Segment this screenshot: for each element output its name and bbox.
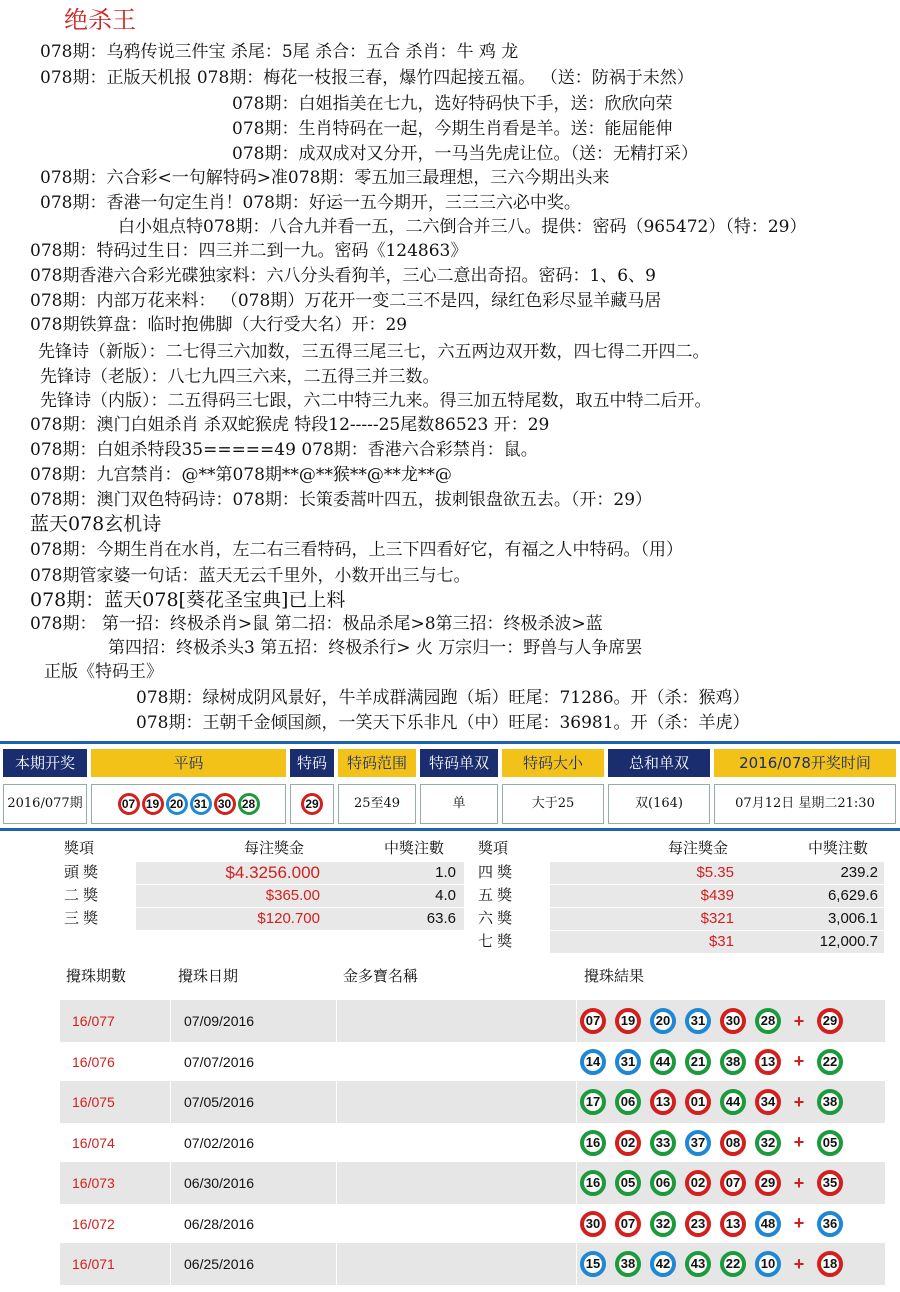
prize-amount: $31 — [708, 933, 734, 950]
prize-count: 1.0 — [435, 864, 456, 881]
draws-header-result: 攪珠結果 — [584, 967, 645, 985]
draw-id: 16/074 — [72, 1134, 115, 1151]
draw-id: 16/077 — [72, 1013, 115, 1029]
number-ball: 02 — [615, 1130, 641, 1156]
number-ball: 48 — [755, 1211, 781, 1237]
header-sum-odd-even: 总和单双 — [608, 749, 710, 777]
text-line: 078期铁算盘：临时抱佛脚（大行受大名）开：29 — [30, 315, 408, 335]
range-value: 25至49 — [338, 784, 416, 824]
text-line: 078期：正版天机报 078期：梅花一枝报三春，爆竹四起接五福。 （送：防祸于未然） — [40, 68, 694, 88]
prize-row — [478, 862, 884, 884]
number-ball: 17 — [580, 1089, 606, 1115]
text-line: 先锋诗（内版）：二五得码三七跟，六二中特三九来。得三加五特尾数，取五中特二后开。 — [40, 391, 712, 411]
draw-date: 06/28/2016 — [184, 1215, 255, 1232]
plus-icon: + — [793, 1172, 805, 1193]
column-divider — [576, 1041, 577, 1083]
number-ball: 01 — [685, 1089, 711, 1115]
draw-row — [60, 1081, 885, 1123]
draw-date: 07/09/2016 — [184, 1013, 255, 1029]
text-line: 078期：九宫禁肖：@**第078期**@**猴**@**龙**@ — [30, 465, 452, 485]
prize-header-amount: 每注獎金 — [244, 840, 305, 857]
number-ball: 10 — [755, 1251, 781, 1277]
number-ball: 22 — [720, 1251, 746, 1277]
plus-icon: + — [793, 1253, 805, 1274]
number-ball: 44 — [650, 1049, 676, 1075]
prize-header-row — [478, 838, 884, 860]
special-number-ball: 35 — [817, 1170, 843, 1196]
text-line: 正版《特码王》 — [44, 662, 163, 682]
sum-odd-even-value: 双(164) — [608, 784, 710, 824]
prize-name: 七 獎 — [478, 933, 513, 950]
column-divider — [576, 1081, 577, 1123]
draws-header-id: 攪珠期數 — [66, 967, 127, 985]
header-normal-numbers: 平码 — [91, 749, 286, 777]
prize-row — [478, 908, 884, 930]
text-line: 蓝天078玄机诗 — [30, 513, 162, 535]
text-line: 078期：澳门双色特码诗：078期：长策委蒿叶四五，拔刺银盘欲五去。（开：29） — [30, 490, 653, 510]
prize-amount: $120.700 — [257, 910, 320, 927]
prize-name: 四 獎 — [478, 864, 513, 881]
prize-count: 12,000.7 — [819, 933, 878, 950]
number-ball: 38 — [615, 1251, 641, 1277]
column-divider — [336, 1081, 337, 1123]
draw-time-value: 07月12日 星期二21:30 — [714, 784, 896, 824]
odd-even-value: 单 — [420, 784, 498, 824]
number-ball: 15 — [580, 1251, 606, 1277]
draw-result-balls — [580, 1041, 843, 1083]
draw-id: 16/071 — [72, 1256, 115, 1272]
number-ball: 13 — [755, 1049, 781, 1075]
page-title: 绝杀王 — [64, 6, 136, 34]
number-ball: 21 — [685, 1049, 711, 1075]
number-ball: 13 — [720, 1211, 746, 1237]
draw-date: 07/02/2016 — [184, 1134, 255, 1151]
column-divider — [576, 1243, 577, 1285]
draw-row — [60, 1122, 885, 1164]
column-divider — [170, 1122, 171, 1164]
draw-date: 07/07/2016 — [184, 1053, 255, 1070]
column-divider — [170, 1243, 171, 1285]
plus-icon: + — [793, 1091, 805, 1112]
draw-date: 07/05/2016 — [184, 1094, 255, 1110]
text-line: 078期：白姐指美在七九，选好特码快下手，送：欣欣向荣 — [232, 94, 673, 114]
text-line: 078期：澳门白姐杀肖 杀双蛇猴虎 特段12-----25尾数86523 开：29 — [30, 415, 550, 435]
special-number-ball: 18 — [817, 1251, 843, 1277]
draw-result-balls — [580, 1000, 843, 1042]
special-number-ball: 29 — [301, 793, 323, 815]
draw-id: 16/073 — [72, 1175, 115, 1191]
number-ball: 02 — [685, 1170, 711, 1196]
prize-row — [64, 908, 464, 930]
draw-id: 16/075 — [72, 1094, 115, 1110]
number-ball: 43 — [685, 1251, 711, 1277]
number-ball: 28 — [755, 1008, 781, 1034]
prize-amount: $365.00 — [265, 887, 320, 904]
text-line: 078期：绿树成阴风景好，牛羊成群满园跑（垢）旺尾：71286。开（杀：猴鸡） — [136, 688, 750, 708]
prize-amount: $321 — [700, 910, 734, 927]
number-ball: 33 — [650, 1130, 676, 1156]
draw-row — [60, 1000, 885, 1042]
prize-header-name: 獎項 — [64, 840, 95, 857]
column-divider — [336, 1162, 337, 1204]
text-line: 078期管家婆一句话：蓝天无云千里外，小数开出三与七。 — [30, 566, 471, 586]
number-ball: 32 — [755, 1130, 781, 1156]
number-ball: 44 — [720, 1089, 746, 1115]
number-ball: 30 — [580, 1211, 606, 1237]
prize-amount: $5.35 — [696, 864, 734, 881]
number-ball: 07 — [720, 1170, 746, 1196]
prize-name: 二 獎 — [64, 887, 99, 904]
text-line: 078期：六合彩<一句解特码>准078期：零五加三最理想，三六今期出头来 — [40, 168, 610, 188]
draw-result-balls — [580, 1203, 843, 1245]
prize-header-amount: 每注獎金 — [668, 840, 729, 857]
number-ball: 05 — [615, 1170, 641, 1196]
draw-row — [60, 1243, 885, 1285]
special-number-ball: 38 — [817, 1089, 843, 1115]
number-ball: 29 — [755, 1170, 781, 1196]
plus-icon: + — [793, 1010, 805, 1031]
number-ball: 31 — [685, 1008, 711, 1034]
prize-name: 三 獎 — [64, 910, 99, 927]
column-divider — [170, 1081, 171, 1123]
result-bar — [0, 741, 900, 831]
prize-count: 4.0 — [435, 887, 456, 904]
number-ball: 19 — [615, 1008, 641, 1034]
prize-header-count: 中獎注數 — [384, 840, 445, 857]
draw-row — [60, 1203, 885, 1245]
column-divider — [576, 1162, 577, 1204]
prize-row — [478, 885, 884, 907]
number-ball: 31 — [190, 793, 212, 815]
draws-header-name: 金多寶名稱 — [343, 967, 419, 985]
header-odd-even: 特码单双 — [420, 749, 498, 777]
column-divider — [336, 1203, 337, 1245]
number-ball: 16 — [580, 1170, 606, 1196]
prize-amount: $4.3256.000 — [225, 863, 320, 882]
text-line: 078期：乌鸦传说三件宝 杀尾：5尾 杀合：五合 杀肖：牛 鸡 龙 — [40, 42, 519, 62]
number-ball: 13 — [650, 1089, 676, 1115]
big-small-value: 大于25 — [502, 784, 604, 824]
text-line: 078期：成双成对又分开，一马当先虎让位。（送：无精打采） — [232, 144, 698, 164]
plus-icon: + — [793, 1213, 805, 1233]
column-divider — [576, 1122, 577, 1164]
prize-count: 239.2 — [840, 864, 878, 881]
header-special-number: 特码 — [290, 749, 334, 777]
number-ball: 38 — [720, 1049, 746, 1075]
prize-count: 6,629.6 — [827, 887, 878, 904]
draw-date: 06/30/2016 — [184, 1175, 255, 1191]
prize-name: 五 獎 — [478, 887, 513, 904]
draw-result-balls — [580, 1243, 843, 1285]
number-ball: 23 — [685, 1211, 711, 1237]
special-number-ball: 22 — [817, 1049, 843, 1075]
text-line: 078期：内部万花来料： （078期）万花开一变二三不是四，绿红色彩尽显羊藏马居 — [30, 291, 662, 311]
prize-count: 3,006.1 — [827, 910, 878, 927]
column-divider — [170, 1203, 171, 1245]
draw-result-balls — [580, 1081, 843, 1123]
prize-header-name: 獎項 — [478, 840, 509, 857]
text-line: 078期香港六合彩光碟独家料：六八分头看狗羊，三心二意出奇招。密码：1、6、9 — [30, 266, 656, 286]
draw-id: 16/076 — [72, 1053, 115, 1070]
prize-count: 63.6 — [426, 910, 456, 927]
column-divider — [336, 1243, 337, 1285]
header-range: 特码范围 — [338, 749, 416, 777]
draw-row — [60, 1162, 885, 1204]
prize-row — [478, 931, 884, 953]
text-line: 078期：特码过生日：四三并二到一九。密码《124863》 — [30, 241, 468, 261]
number-ball: 37 — [685, 1130, 711, 1156]
draw-id: 16/072 — [72, 1215, 115, 1232]
prize-name: 六 獎 — [478, 910, 513, 927]
text-line: 078期： 第一招：终极杀肖>鼠 第二招：极品杀尾>8第三招：终极杀波>蓝 — [30, 614, 603, 634]
number-ball: 30 — [214, 793, 236, 815]
special-number-ball: 05 — [817, 1130, 843, 1156]
plus-icon: + — [793, 1132, 805, 1152]
special-number-ball: 29 — [817, 1008, 843, 1034]
draw-result-balls — [580, 1122, 843, 1164]
number-ball: 14 — [580, 1049, 606, 1075]
text-line: 先锋诗（新版）：二七得三六加数，三五得三尾三七，六五两边双开数，四七得二开四二。 — [38, 342, 710, 362]
column-divider — [336, 1122, 337, 1164]
column-divider — [170, 1000, 171, 1042]
number-ball: 20 — [166, 793, 188, 815]
prize-row — [64, 885, 464, 907]
text-line: 白小姐点特078期：八合九并看一五，二六倒合并三八。提供：密码（965472）（特：29） — [118, 217, 807, 237]
draw-row — [60, 1041, 885, 1083]
column-divider — [576, 1203, 577, 1245]
number-ball: 06 — [650, 1170, 676, 1196]
special-number-ball: 36 — [817, 1211, 843, 1237]
prize-header-row — [64, 838, 464, 860]
number-ball: 08 — [720, 1130, 746, 1156]
number-ball: 20 — [650, 1008, 676, 1034]
number-ball: 07 — [580, 1008, 606, 1034]
column-divider — [336, 1041, 337, 1083]
number-ball: 30 — [720, 1008, 746, 1034]
number-ball: 19 — [142, 793, 164, 815]
number-ball: 06 — [615, 1089, 641, 1115]
number-ball: 16 — [580, 1130, 606, 1156]
header-draw-time: 2016/078开奖时间 — [714, 749, 896, 777]
number-ball: 07 — [118, 793, 140, 815]
plus-icon: + — [793, 1051, 805, 1071]
period-value: 2016/077期 — [3, 784, 87, 824]
special-ball-cell — [290, 784, 334, 824]
prize-row — [64, 862, 464, 884]
prize-header-count: 中獎注數 — [808, 840, 869, 857]
column-divider — [170, 1041, 171, 1083]
text-line: 078期：香港一句定生肖！078期：好运一五今期开，三三三六必中奖。 — [40, 193, 581, 213]
draw-result-balls — [580, 1162, 843, 1204]
prize-name: 頭 獎 — [64, 864, 99, 881]
column-divider — [576, 1000, 577, 1042]
prize-amount: $439 — [700, 887, 734, 904]
number-ball: 42 — [650, 1251, 676, 1277]
text-line: 078期：生肖特码在一起，今期生肖看是羊。送：能屈能伸 — [232, 119, 673, 139]
text-line: 078期：今期生肖在水肖，左二右三看特码，上三下四看好它，有福之人中特码。（用） — [30, 540, 683, 560]
text-line: 078期：白姐杀特段35=====49 078期：香港六合彩禁肖：鼠。 — [30, 440, 538, 460]
text-line: 078期：蓝天078[葵花圣宝典]已上料 — [30, 589, 346, 611]
number-ball: 32 — [650, 1211, 676, 1237]
normal-balls — [91, 784, 286, 824]
number-ball: 07 — [615, 1211, 641, 1237]
number-ball: 31 — [615, 1049, 641, 1075]
draw-date: 06/25/2016 — [184, 1256, 255, 1272]
text-line: 078期：王朝千金倾国颜，一笑天下乐非凡（中）旺尾：36981。开（杀：羊虎） — [136, 713, 750, 733]
column-divider — [170, 1162, 171, 1204]
text-line: 先锋诗（老版）：八七九四三六来，二五得三并三数。 — [40, 367, 440, 387]
number-ball: 28 — [238, 793, 260, 815]
draws-header-date: 攪珠日期 — [178, 967, 239, 985]
header-big-small: 特码大小 — [502, 749, 604, 777]
number-ball: 34 — [755, 1089, 781, 1115]
header-current-draw: 本期开奖 — [3, 749, 87, 777]
text-line: 第四招：终极杀头3 第五招：终极杀行> 火 万宗归一：野兽与人争席罢 — [108, 638, 643, 658]
column-divider — [336, 1000, 337, 1042]
